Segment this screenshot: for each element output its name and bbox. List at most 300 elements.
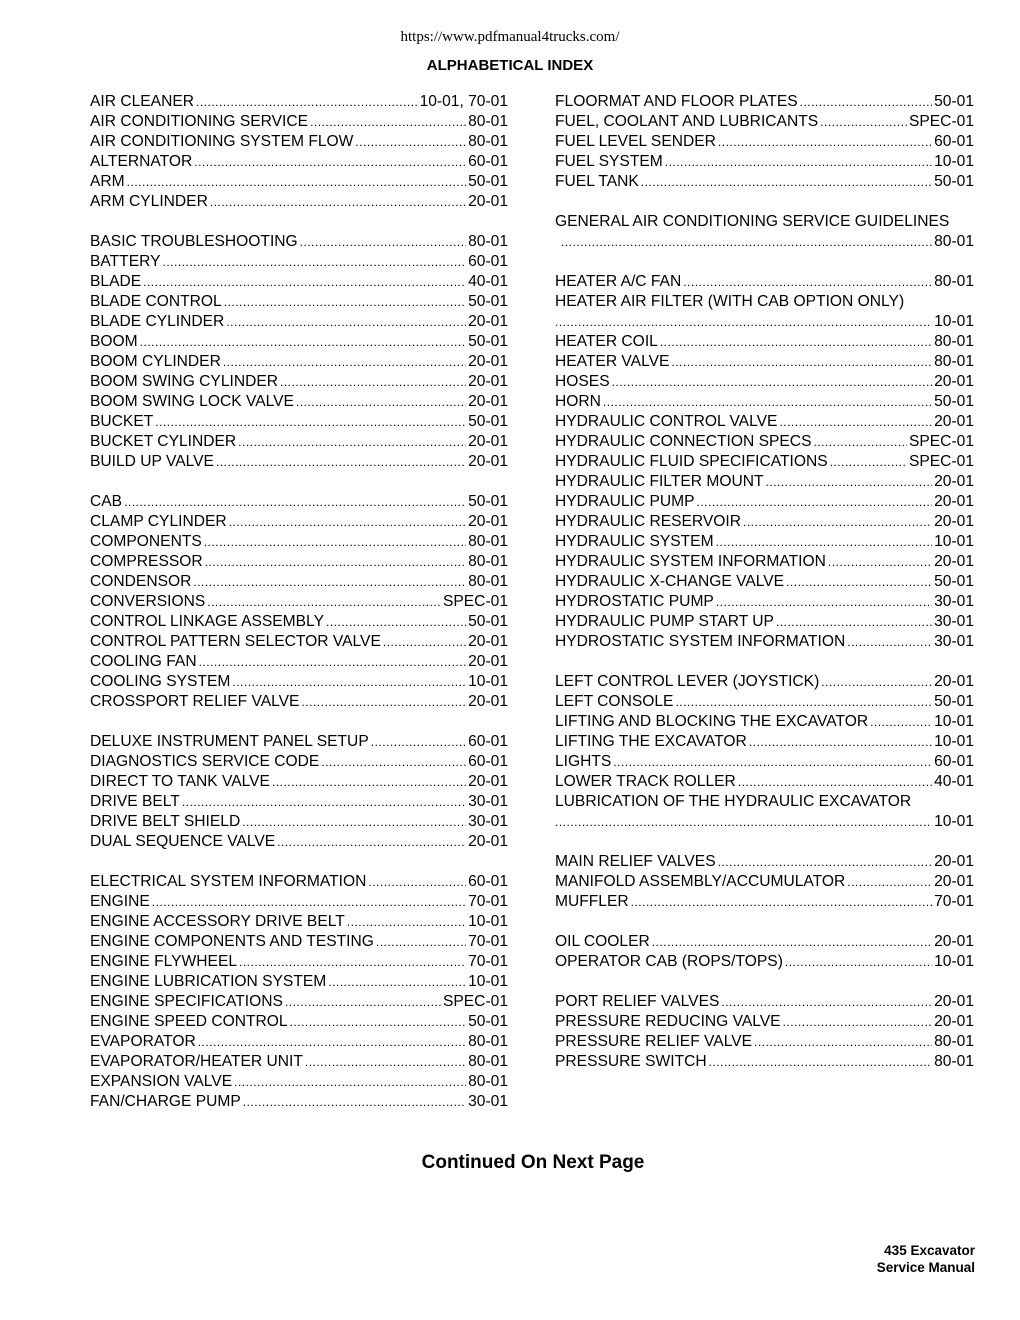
index-entry-name: ENGINE xyxy=(90,893,150,910)
index-entry-name: ARM CYLINDER xyxy=(90,193,208,210)
index-entry-page: 30-01 xyxy=(468,793,508,810)
index-entry-page: 80-01 xyxy=(468,573,508,590)
index-entry xyxy=(90,272,508,292)
index-entry xyxy=(90,552,508,572)
dot-leader xyxy=(229,512,466,532)
index-entry-name: FUEL SYSTEM xyxy=(555,153,663,170)
index-entry-page: 80-01 xyxy=(468,533,508,550)
index-entry xyxy=(555,452,974,472)
index-entry-name: ENGINE SPEED CONTROL xyxy=(90,1013,288,1030)
index-entry xyxy=(90,832,508,852)
index-entry-name: HOSES xyxy=(555,373,610,390)
index-entry-page: 20-01 xyxy=(468,433,508,450)
index-entry-page: 20-01 xyxy=(934,513,974,530)
index-entry xyxy=(555,812,974,832)
dot-leader xyxy=(347,912,466,932)
dot-leader xyxy=(326,612,466,632)
index-entry-page: 20-01 xyxy=(468,833,508,850)
index-entry-name: LEFT CONSOLE xyxy=(555,693,674,710)
index-entry-name: EVAPORATOR/HEATER UNIT xyxy=(90,1053,303,1070)
index-entry xyxy=(90,492,508,512)
dot-leader xyxy=(697,492,933,512)
index-entry-page: 60-01 xyxy=(934,753,974,770)
index-entry-page: 20-01 xyxy=(468,393,508,410)
dot-leader xyxy=(204,532,466,552)
index-entry-name: DUAL SEQUENCE VALVE xyxy=(90,833,276,850)
dot-leader xyxy=(675,692,932,712)
index-entry-name: DRIVE BELT xyxy=(90,793,180,810)
index-entry-page: 20-01 xyxy=(934,993,974,1010)
index-entry-page: 10-01 xyxy=(934,813,974,830)
index-entry-name: FUEL TANK xyxy=(555,173,639,190)
index-entry-page: 30-01 xyxy=(468,813,508,830)
index-entry-page: 10-01 xyxy=(468,673,508,690)
index-entry-name: HYDROSTATIC PUMP xyxy=(555,593,714,610)
index-entry-page: 80-01 xyxy=(934,1053,974,1070)
index-entry xyxy=(555,412,974,432)
index-entry-name: HYDROSTATIC SYSTEM INFORMATION xyxy=(555,633,846,650)
index-entry xyxy=(555,992,974,1012)
dot-leader xyxy=(561,232,932,252)
index-entry xyxy=(555,392,974,412)
index-entry-name: LIGHTS xyxy=(555,753,612,770)
dot-leader xyxy=(223,352,466,372)
dot-leader xyxy=(716,592,932,612)
index-entry-name: HEATER COIL xyxy=(555,333,658,350)
index-entry xyxy=(90,332,508,352)
index-entry xyxy=(555,232,974,252)
index-entry xyxy=(555,272,974,292)
index-entry xyxy=(555,792,974,812)
index-entry-name: MUFFLER xyxy=(555,893,629,910)
index-entry xyxy=(90,792,508,812)
index-entry-page: 10-01 xyxy=(468,973,508,990)
index-entry-name: BUCKET CYLINDER xyxy=(90,433,237,450)
index-entry-name: HYDRAULIC SYSTEM xyxy=(555,533,714,550)
index-entry-name: COOLING FAN xyxy=(90,653,197,670)
index-entry-page: 30-01 xyxy=(934,613,974,630)
index-entry xyxy=(90,592,508,612)
index-entry xyxy=(555,752,974,772)
index-entry xyxy=(555,1052,974,1072)
index-entry-page: 40-01 xyxy=(468,273,508,290)
index-entry-name: HYDRAULIC CONTROL VALVE xyxy=(555,413,778,430)
index-entry xyxy=(90,892,508,912)
dot-leader xyxy=(198,1032,466,1052)
index-entry-page: 50-01 xyxy=(934,173,974,190)
index-entry-name: DELUXE INSTRUMENT PANEL SETUP xyxy=(90,733,369,750)
index-entry-page: 80-01 xyxy=(934,1033,974,1050)
index-entry-page: 80-01 xyxy=(468,233,508,250)
index-entry xyxy=(90,752,508,772)
dot-leader xyxy=(127,172,466,192)
index-column-left xyxy=(90,92,508,1112)
index-entry xyxy=(555,952,974,972)
index-entry-name: LIFTING AND BLOCKING THE EXCAVATOR xyxy=(555,713,869,730)
index-entry-page: SPEC-01 xyxy=(908,433,974,450)
index-entry xyxy=(90,992,508,1012)
dot-leader xyxy=(870,712,932,732)
dot-leader xyxy=(813,432,907,452)
index-entry-page: 20-01 xyxy=(934,373,974,390)
index-entry xyxy=(90,392,508,412)
dot-leader xyxy=(305,1052,466,1072)
dot-leader xyxy=(847,872,932,892)
index-entry-name: AIR CLEANER xyxy=(90,93,194,110)
index-entry xyxy=(555,292,974,312)
index-entry-page: 10-01 xyxy=(934,733,974,750)
index-entry-page: 20-01 xyxy=(934,873,974,890)
index-entry-page: 80-01 xyxy=(468,133,508,150)
index-entry-name: ENGINE LUBRICATION SYSTEM xyxy=(90,973,327,990)
index-entry-name: OIL COOLER xyxy=(555,933,650,950)
dot-leader xyxy=(224,292,466,312)
index-entry-name: BATTERY xyxy=(90,253,161,270)
index-entry-name: HEATER VALVE xyxy=(555,353,670,370)
index-entry-name: HYDRAULIC FLUID SPECIFICATIONS xyxy=(555,453,828,470)
index-entry-name: HYDRAULIC FILTER MOUNT xyxy=(555,473,764,490)
index-entry-page: SPEC-01 xyxy=(908,453,974,470)
index-entry-name: ELECTRICAL SYSTEM INFORMATION xyxy=(90,873,367,890)
dot-leader xyxy=(786,572,932,592)
index-entry xyxy=(90,1092,508,1112)
dot-leader xyxy=(207,592,441,612)
index-entry-name: HORN xyxy=(555,393,601,410)
index-entry xyxy=(90,732,508,752)
continued-note: Continued On Next Page xyxy=(421,1152,645,1173)
index-entry-name: CONTROL LINKAGE ASSEMBLY xyxy=(90,613,324,630)
dot-leader xyxy=(328,972,466,992)
index-entry-name: FUEL LEVEL SENDER xyxy=(555,133,716,150)
index-entry xyxy=(90,432,508,452)
dot-leader xyxy=(603,392,932,412)
index-entry-name: CONDENSOR xyxy=(90,573,192,590)
index-entry xyxy=(555,372,974,392)
index-entry-name: HYDRAULIC RESERVOIR xyxy=(555,513,742,530)
index-entry-name: HYDRAULIC X-CHANGE VALVE xyxy=(555,573,785,590)
index-entry xyxy=(555,112,974,132)
dot-leader xyxy=(754,1032,932,1052)
index-entry xyxy=(555,892,974,912)
index-entry-name: ALTERNATOR xyxy=(90,153,193,170)
index-entry-name: FUEL, COOLANT AND LUBRICANTS xyxy=(555,113,819,130)
index-entry-name: EXPANSION VALVE xyxy=(90,1073,233,1090)
dot-leader xyxy=(376,932,466,952)
index-entry-name: FLOORMAT AND FLOOR PLATES xyxy=(555,93,798,110)
dot-leader xyxy=(612,372,933,392)
index-entry-page: 20-01 xyxy=(468,353,508,370)
index-entry-page: 50-01 xyxy=(468,493,508,510)
index-entry xyxy=(555,772,974,792)
index-entry-page: 20-01 xyxy=(468,633,508,650)
dot-leader xyxy=(716,532,933,552)
index-entry xyxy=(555,532,974,552)
index-entry-name: PRESSURE RELIEF VALVE xyxy=(555,1033,753,1050)
index-entry xyxy=(90,312,508,332)
index-entry-page: 30-01 xyxy=(468,1093,508,1110)
index-entry xyxy=(555,872,974,892)
index-entry xyxy=(90,772,508,792)
dot-leader xyxy=(718,132,932,152)
index-entry-page: 20-01 xyxy=(468,453,508,470)
index-entry-name: CROSSPORT RELIEF VALVE xyxy=(90,693,300,710)
index-entry-name: AIR CONDITIONING SYSTEM FLOW xyxy=(90,133,354,150)
index-entry-name: CONVERSIONS xyxy=(90,593,206,610)
dot-leader xyxy=(779,412,932,432)
index-entry-page: 60-01 xyxy=(934,133,974,150)
index-entry xyxy=(90,532,508,552)
dot-leader xyxy=(140,332,466,352)
index-entry xyxy=(90,912,508,932)
index-entry xyxy=(90,512,508,532)
index-entry xyxy=(555,552,974,572)
index-entry xyxy=(555,212,974,232)
dot-leader xyxy=(199,652,467,672)
index-entry-name: COMPONENTS xyxy=(90,533,202,550)
index-entry xyxy=(555,512,974,532)
dot-leader xyxy=(749,732,932,752)
index-entry-name: DIAGNOSTICS SERVICE CODE xyxy=(90,753,320,770)
dot-leader xyxy=(277,832,466,852)
index-entry-page: 20-01 xyxy=(934,853,974,870)
dot-leader xyxy=(660,332,932,352)
index-entry xyxy=(555,592,974,612)
dot-leader xyxy=(683,272,932,292)
index-entry-name: PORT RELIEF VALVES xyxy=(555,993,720,1010)
index-entry-name: COOLING SYSTEM xyxy=(90,673,231,690)
dot-leader xyxy=(785,952,932,972)
dot-leader xyxy=(671,352,932,372)
index-entry-page: 20-01 xyxy=(468,313,508,330)
index-entry xyxy=(90,972,508,992)
index-entry-page: 80-01 xyxy=(468,1053,508,1070)
index-entry-page: 50-01 xyxy=(468,333,508,350)
index-entry xyxy=(90,952,508,972)
index-entry-page: 40-01 xyxy=(934,773,974,790)
dot-leader xyxy=(830,452,907,472)
index-entry-name: HEATER A/C FAN xyxy=(555,273,682,290)
index-entry xyxy=(90,352,508,372)
dot-leader xyxy=(226,312,466,332)
index-entry-page: 50-01 xyxy=(934,693,974,710)
dot-leader xyxy=(290,1012,467,1032)
source-url: https://www.pdfmanual4trucks.com/ xyxy=(400,29,620,45)
index-entry xyxy=(555,332,974,352)
dot-leader xyxy=(776,612,932,632)
index-entry-page: SPEC-01 xyxy=(908,113,974,130)
index-entry xyxy=(90,412,508,432)
index-entry-page: 80-01 xyxy=(934,233,974,250)
index-entry-name: BUILD UP VALVE xyxy=(90,453,214,470)
index-entry-page: 10-01 xyxy=(468,913,508,930)
dot-leader xyxy=(143,272,466,292)
dot-leader xyxy=(665,152,932,172)
index-entry xyxy=(90,252,508,272)
index-entry xyxy=(90,132,508,152)
index-entry-name: FAN/CHARGE PUMP xyxy=(90,1093,241,1110)
index-entry xyxy=(555,312,974,332)
dot-leader xyxy=(232,672,466,692)
index-entry-page: 60-01 xyxy=(468,253,508,270)
index-entry-page: 20-01 xyxy=(934,473,974,490)
dot-leader xyxy=(310,112,466,132)
index-column-right xyxy=(555,92,974,1072)
index-entry xyxy=(555,572,974,592)
dot-leader xyxy=(355,132,466,152)
index-entry-name: LUBRICATION OF THE HYDRAULIC EXCAVATOR xyxy=(555,793,912,810)
index-entry-page: 60-01 xyxy=(468,753,508,770)
index-entry-page: 30-01 xyxy=(934,593,974,610)
index-entry xyxy=(555,1012,974,1032)
index-entry xyxy=(555,932,974,952)
index-entry xyxy=(555,692,974,712)
index-entry xyxy=(555,92,974,112)
dot-leader xyxy=(242,812,466,832)
index-entry xyxy=(90,1012,508,1032)
index-entry xyxy=(555,172,974,192)
dot-leader xyxy=(301,692,466,712)
dot-leader xyxy=(155,412,466,432)
index-entry-name: HYDRAULIC CONNECTION SPECS xyxy=(555,433,812,450)
index-entry-page: 50-01 xyxy=(468,413,508,430)
index-entry-name: BOOM SWING CYLINDER xyxy=(90,373,279,390)
index-entry-page: 80-01 xyxy=(934,333,974,350)
index-entry-page: 80-01 xyxy=(468,113,508,130)
index-entry-page: 70-01 xyxy=(468,953,508,970)
dot-leader xyxy=(800,92,932,112)
index-entry xyxy=(555,132,974,152)
index-entry-page: 20-01 xyxy=(934,1013,974,1030)
index-entry xyxy=(555,152,974,172)
index-entry xyxy=(90,172,508,192)
index-entry xyxy=(90,232,508,252)
index-entry-name: HEATER AIR FILTER (WITH CAB OPTION ONLY) xyxy=(555,293,905,310)
index-entry-page: 10-01 xyxy=(934,533,974,550)
index-entry xyxy=(555,732,974,752)
index-entry-name: PRESSURE SWITCH xyxy=(555,1053,707,1070)
index-entry-page: 60-01 xyxy=(468,873,508,890)
dot-leader xyxy=(721,992,932,1012)
dot-leader xyxy=(631,892,932,912)
index-entry-page: 80-01 xyxy=(468,1033,508,1050)
index-entry xyxy=(90,452,508,472)
index-entry-name: BASIC TROUBLESHOOTING xyxy=(90,233,298,250)
index-entry-name: EVAPORATOR xyxy=(90,1033,196,1050)
index-entry xyxy=(90,812,508,832)
dot-leader xyxy=(613,752,932,772)
index-entry xyxy=(555,672,974,692)
index-entry-page: 20-01 xyxy=(468,513,508,530)
footer-manual: Service Manual xyxy=(876,1260,975,1275)
index-entry-name: BLADE xyxy=(90,273,142,290)
dot-leader xyxy=(300,232,466,252)
dot-leader xyxy=(238,432,466,452)
index-entry xyxy=(555,352,974,372)
index-entry-name: AIR CONDITIONING SERVICE xyxy=(90,113,309,130)
index-entry-page: 50-01 xyxy=(468,613,508,630)
dot-leader xyxy=(821,672,932,692)
index-entry-page: 50-01 xyxy=(468,293,508,310)
index-entry-name: ENGINE SPECIFICATIONS xyxy=(90,993,283,1010)
page-footer xyxy=(877,1242,975,1276)
index-entry-page: 20-01 xyxy=(934,493,974,510)
index-entry xyxy=(90,932,508,952)
index-entry-name: BUCKET xyxy=(90,413,154,430)
page-title: ALPHABETICAL INDEX xyxy=(426,57,594,74)
index-entry-page: 20-01 xyxy=(934,933,974,950)
dot-leader xyxy=(124,492,466,512)
index-entry xyxy=(555,612,974,632)
index-entry xyxy=(90,152,508,172)
index-entry xyxy=(90,372,508,392)
index-entry-page: 60-01 xyxy=(468,153,508,170)
index-entry-page: 50-01 xyxy=(468,173,508,190)
index-entry-page: 50-01 xyxy=(934,93,974,110)
dot-leader xyxy=(216,452,466,472)
dot-leader xyxy=(321,752,466,772)
dot-leader xyxy=(383,632,466,652)
index-entry xyxy=(90,1072,508,1092)
index-entry-name: PRESSURE REDUCING VALVE xyxy=(555,1013,781,1030)
index-entry-name: CONTROL PATTERN SELECTOR VALVE xyxy=(90,633,381,650)
index-entry-page: 80-01 xyxy=(468,553,508,570)
index-entry xyxy=(555,712,974,732)
dot-leader xyxy=(371,732,466,752)
index-entry-page: 50-01 xyxy=(468,1013,508,1030)
index-entry xyxy=(90,612,508,632)
dot-leader xyxy=(234,1072,466,1092)
index-entry xyxy=(90,652,508,672)
index-entry-page: 10-01 xyxy=(934,713,974,730)
index-entry-name: BOOM xyxy=(90,333,138,350)
dot-leader xyxy=(296,392,466,412)
index-entry-page: 30-01 xyxy=(934,633,974,650)
index-entry-name: ENGINE FLYWHEEL xyxy=(90,953,238,970)
index-entry xyxy=(555,492,974,512)
dot-leader xyxy=(847,632,932,652)
index-entry-name: MANIFOLD ASSEMBLY/ACCUMULATOR xyxy=(555,873,846,890)
index-entry-name: BLADE CONTROL xyxy=(90,293,222,310)
index-entry-name: DIRECT TO TANK VALVE xyxy=(90,773,270,790)
index-entry xyxy=(555,1032,974,1052)
index-entry-name: MAIN RELIEF VALVES xyxy=(555,853,716,870)
dot-leader xyxy=(205,552,466,572)
dot-leader xyxy=(652,932,932,952)
index-entry-name: BOOM SWING LOCK VALVE xyxy=(90,393,294,410)
index-entry-name: ENGINE COMPONENTS AND TESTING xyxy=(90,933,374,950)
index-entry xyxy=(90,672,508,692)
dot-leader xyxy=(738,772,932,792)
dot-leader xyxy=(182,792,466,812)
index-entry-name: BOOM CYLINDER xyxy=(90,353,221,370)
index-entry-page: 20-01 xyxy=(934,413,974,430)
index-entry xyxy=(90,92,508,112)
index-entry-name: HYDRAULIC PUMP START UP xyxy=(555,613,774,630)
index-entry-page: 80-01 xyxy=(468,1073,508,1090)
index-entry-page: 50-01 xyxy=(934,393,974,410)
index-entry-name: GENERAL AIR CONDITIONING SERVICE GUIDELINES xyxy=(555,213,950,230)
dot-leader xyxy=(196,92,418,112)
dot-leader xyxy=(152,892,466,912)
index-entry xyxy=(555,432,974,452)
index-entry-page: 20-01 xyxy=(934,553,974,570)
index-entry-page: 10-01 xyxy=(934,153,974,170)
dot-leader xyxy=(828,552,932,572)
index-entry-page: SPEC-01 xyxy=(442,993,508,1010)
dot-leader xyxy=(709,1052,932,1072)
dot-leader xyxy=(285,992,441,1012)
index-entry-name: CAB xyxy=(90,493,123,510)
